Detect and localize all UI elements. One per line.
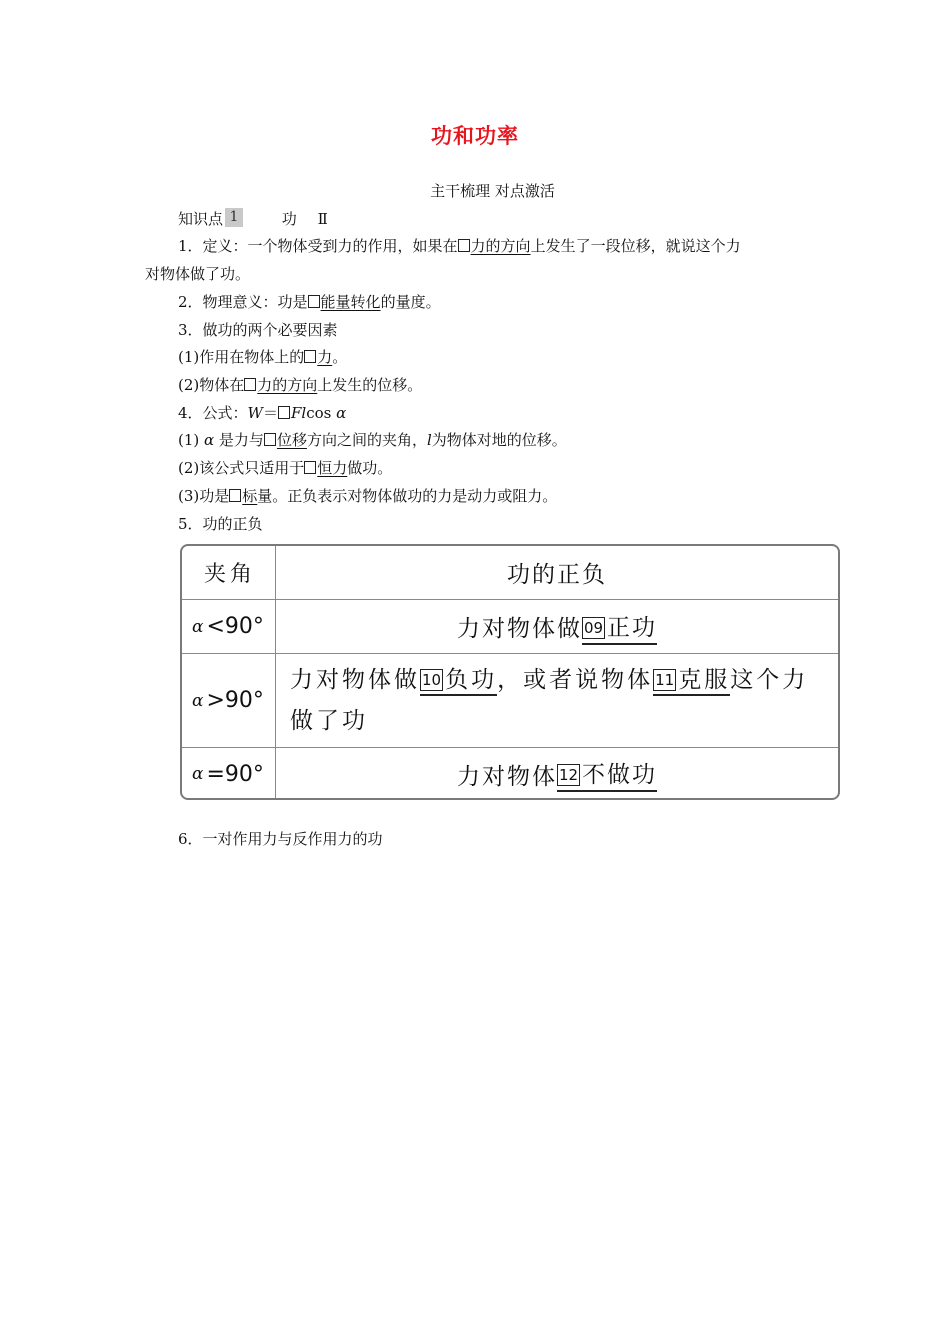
sign-cell: 力对物体 12 不做功 — [276, 748, 838, 800]
blank-answer: 力的方向 — [470, 237, 531, 255]
kp-number-badge: 1 — [225, 208, 243, 227]
formula-note-1: (1) α 是力与 位移方向之间的夹角，l为物体对地的位移。 — [178, 431, 567, 449]
blank-box-icon — [264, 433, 276, 446]
blank-box-icon — [308, 295, 320, 308]
answer-number: 12 — [558, 766, 579, 784]
definition-line-cont: 对物体做了功。 — [145, 265, 251, 283]
blank-box-icon — [304, 461, 316, 474]
blank-answer: 力的方向 — [257, 376, 318, 394]
blank-answer: 位移 — [276, 431, 307, 449]
factor-1: (1)作用在物体上的 力。 — [178, 348, 348, 366]
sign-heading: 5．功的正负 — [178, 515, 263, 533]
angle-cell: α >90° — [182, 654, 276, 747]
angle-cell: α =90° — [182, 748, 276, 800]
blank-answer: 能量转化 — [320, 293, 381, 311]
table-row — [182, 748, 838, 800]
blank-box-icon — [278, 406, 290, 419]
blank-box-icon — [229, 489, 241, 502]
knowledge-point-header — [178, 208, 328, 229]
formula-note-3: (3)功是 标量。正负表示对物体做功的力是动力或阻力。 — [178, 487, 558, 505]
page-title: 功和功率 — [431, 123, 519, 148]
action-reaction-heading: 6．一对作用力与反作用力的功 — [178, 830, 383, 848]
blank-answer: 力 — [317, 348, 333, 366]
blank-answer: 恒力 — [317, 459, 348, 477]
kp-level: Ⅱ — [317, 210, 328, 228]
meaning-line: 2．物理意义：功是 能量转化的量度。 — [178, 293, 441, 311]
factors-heading: 3．做功的两个必要因素 — [178, 321, 338, 339]
header-sign: 功的正负 — [507, 562, 607, 588]
section-subtitle: 主干梳理 对点激活 — [430, 182, 555, 200]
table-row — [182, 654, 838, 748]
header-angle: 夹角 — [182, 546, 276, 599]
kp-label: 知识点 — [178, 210, 224, 228]
blank-box-icon — [458, 239, 470, 252]
answer-number: 11 — [655, 670, 675, 689]
answer-number: 10 — [422, 670, 442, 689]
factor-2: (2)物体在 力的方向上发生的位移。 — [178, 376, 423, 394]
formula-line: 4．公式：W＝ Flcos α — [178, 404, 347, 422]
blank-box-icon — [244, 378, 256, 391]
sign-cell: 力对物体做 09 正功 — [276, 600, 838, 653]
table-header-row — [182, 546, 838, 600]
work-sign-table — [180, 544, 840, 800]
answer-number: 09 — [583, 618, 604, 637]
blank-answer: 标 — [242, 487, 258, 505]
blank-box-icon — [304, 350, 316, 363]
definition-line: 1．定义：一个物体受到力的作用，如果在 力的方向上发生了一段位移，就说这个力 — [178, 237, 741, 255]
angle-cell: α <90° — [182, 600, 276, 653]
sign-cell: 力对物体做 10 负功，或者说物体 11 克服这个力做了功 — [290, 666, 809, 734]
formula-note-2: (2)该公式只适用于 恒力做功。 — [178, 459, 393, 477]
kp-name: 功 — [281, 210, 297, 228]
table-row — [182, 600, 838, 654]
